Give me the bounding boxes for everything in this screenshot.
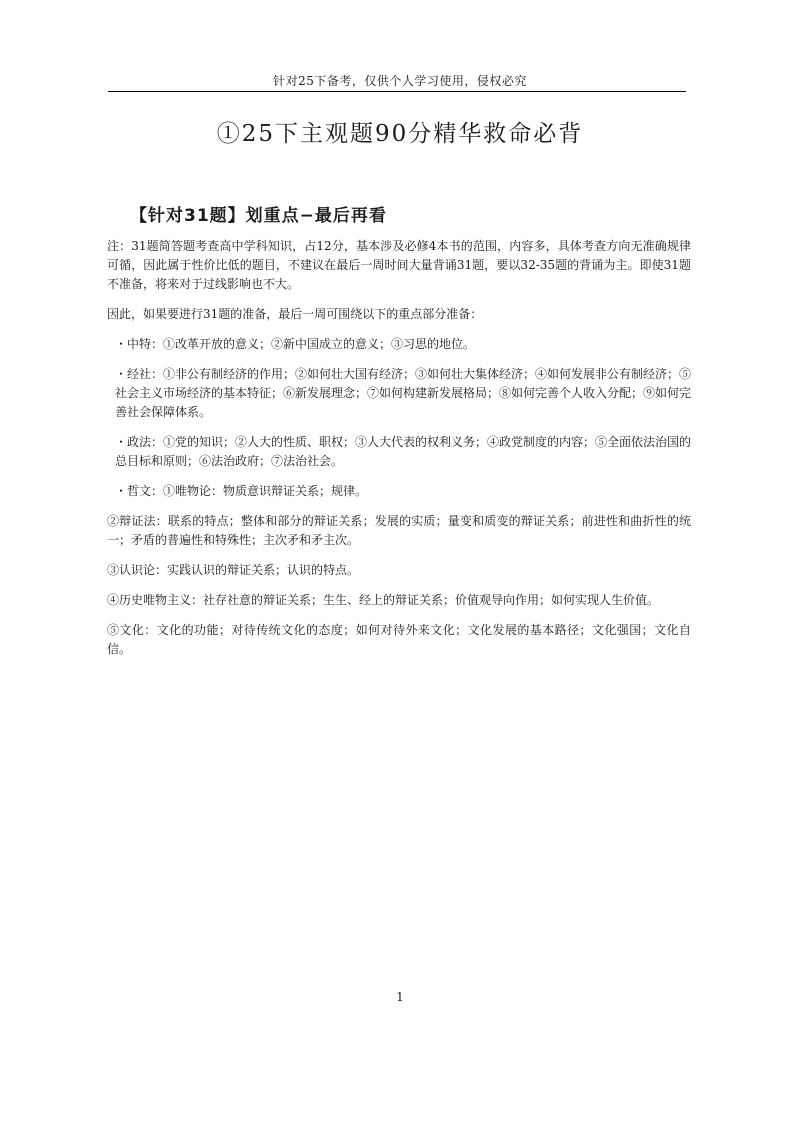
- list-item-zhengfa: ・政法：①党的知识；②人大的性质、职权；③人大代表的权利义务；④政党制度的内容；⑤全面依法治国的总目标和原则；⑥法治政府；⑦法治社会。: [115, 435, 692, 468]
- list-item-zhongte: ・中特：①改革开放的意义；②新中国成立的意义；③习思的地位。: [115, 337, 476, 351]
- intro-paragraph: 因此，如果要进行31题的准备，最后一周可围绕以下的重点部分准备：: [107, 307, 483, 321]
- header-divider: [108, 91, 686, 92]
- list-item-zhewen: ・哲文：①唯物论：物质意识辩证关系；规律。: [115, 484, 368, 498]
- list-item-culture: ⑤文化：文化的功能；对待传统文化的态度；如何对待外来文化；文化发展的基本路径；文化强国；文化自信。: [107, 623, 691, 656]
- list-item-historical-materialism: ④历史唯物主义：社存社意的辩证关系；生生、经上的辩证关系；价值观导向作用；如何实现人生价值。: [107, 593, 660, 607]
- page-number: 1: [396, 990, 404, 1004]
- list-item-dialectics: ②辩证法：联系的特点；整体和部分的辩证关系；发展的实质；量变和质变的辩证关系；前进性和曲折性的统一；矛盾的普遍性和特殊性；主次矛和矛主次。: [107, 514, 691, 547]
- section-content: [107, 237, 691, 670]
- section-heading: 【针对31题】划重点−最后再看: [130, 206, 387, 226]
- note-paragraph: 注：31题简答题考查高中学科知识，占12分，基本涉及必修4本书的范围，内容多，具体考查方向无准确规律可循，因此属于性价比低的题目，不建议在最后一周时间大量背诵31题，要以32-35题的背诵为主。即使31题不准备，将来对于过线影响也不大。: [107, 239, 691, 291]
- list-item-epistemology: ③认识论：实践认识的辩证关系；认识的特点。: [107, 563, 360, 577]
- list-item-jingshe: ・经社：①非公有制经济的作用；②如何壮大国有经济；③如何壮大集体经济；④如何发展非公有制经济；⑤社会主义市场经济的基本特征；⑥新发展理念；⑦如何构建新发展格局；⑧如何完善个人收入分配；⑨如何完善社会保障体系。: [115, 367, 692, 419]
- page-title: ①25下主观题90分精华救命必背: [216, 121, 584, 148]
- page-header: 针对25下备考，仅供个人学习使用，侵权必究: [273, 74, 527, 88]
